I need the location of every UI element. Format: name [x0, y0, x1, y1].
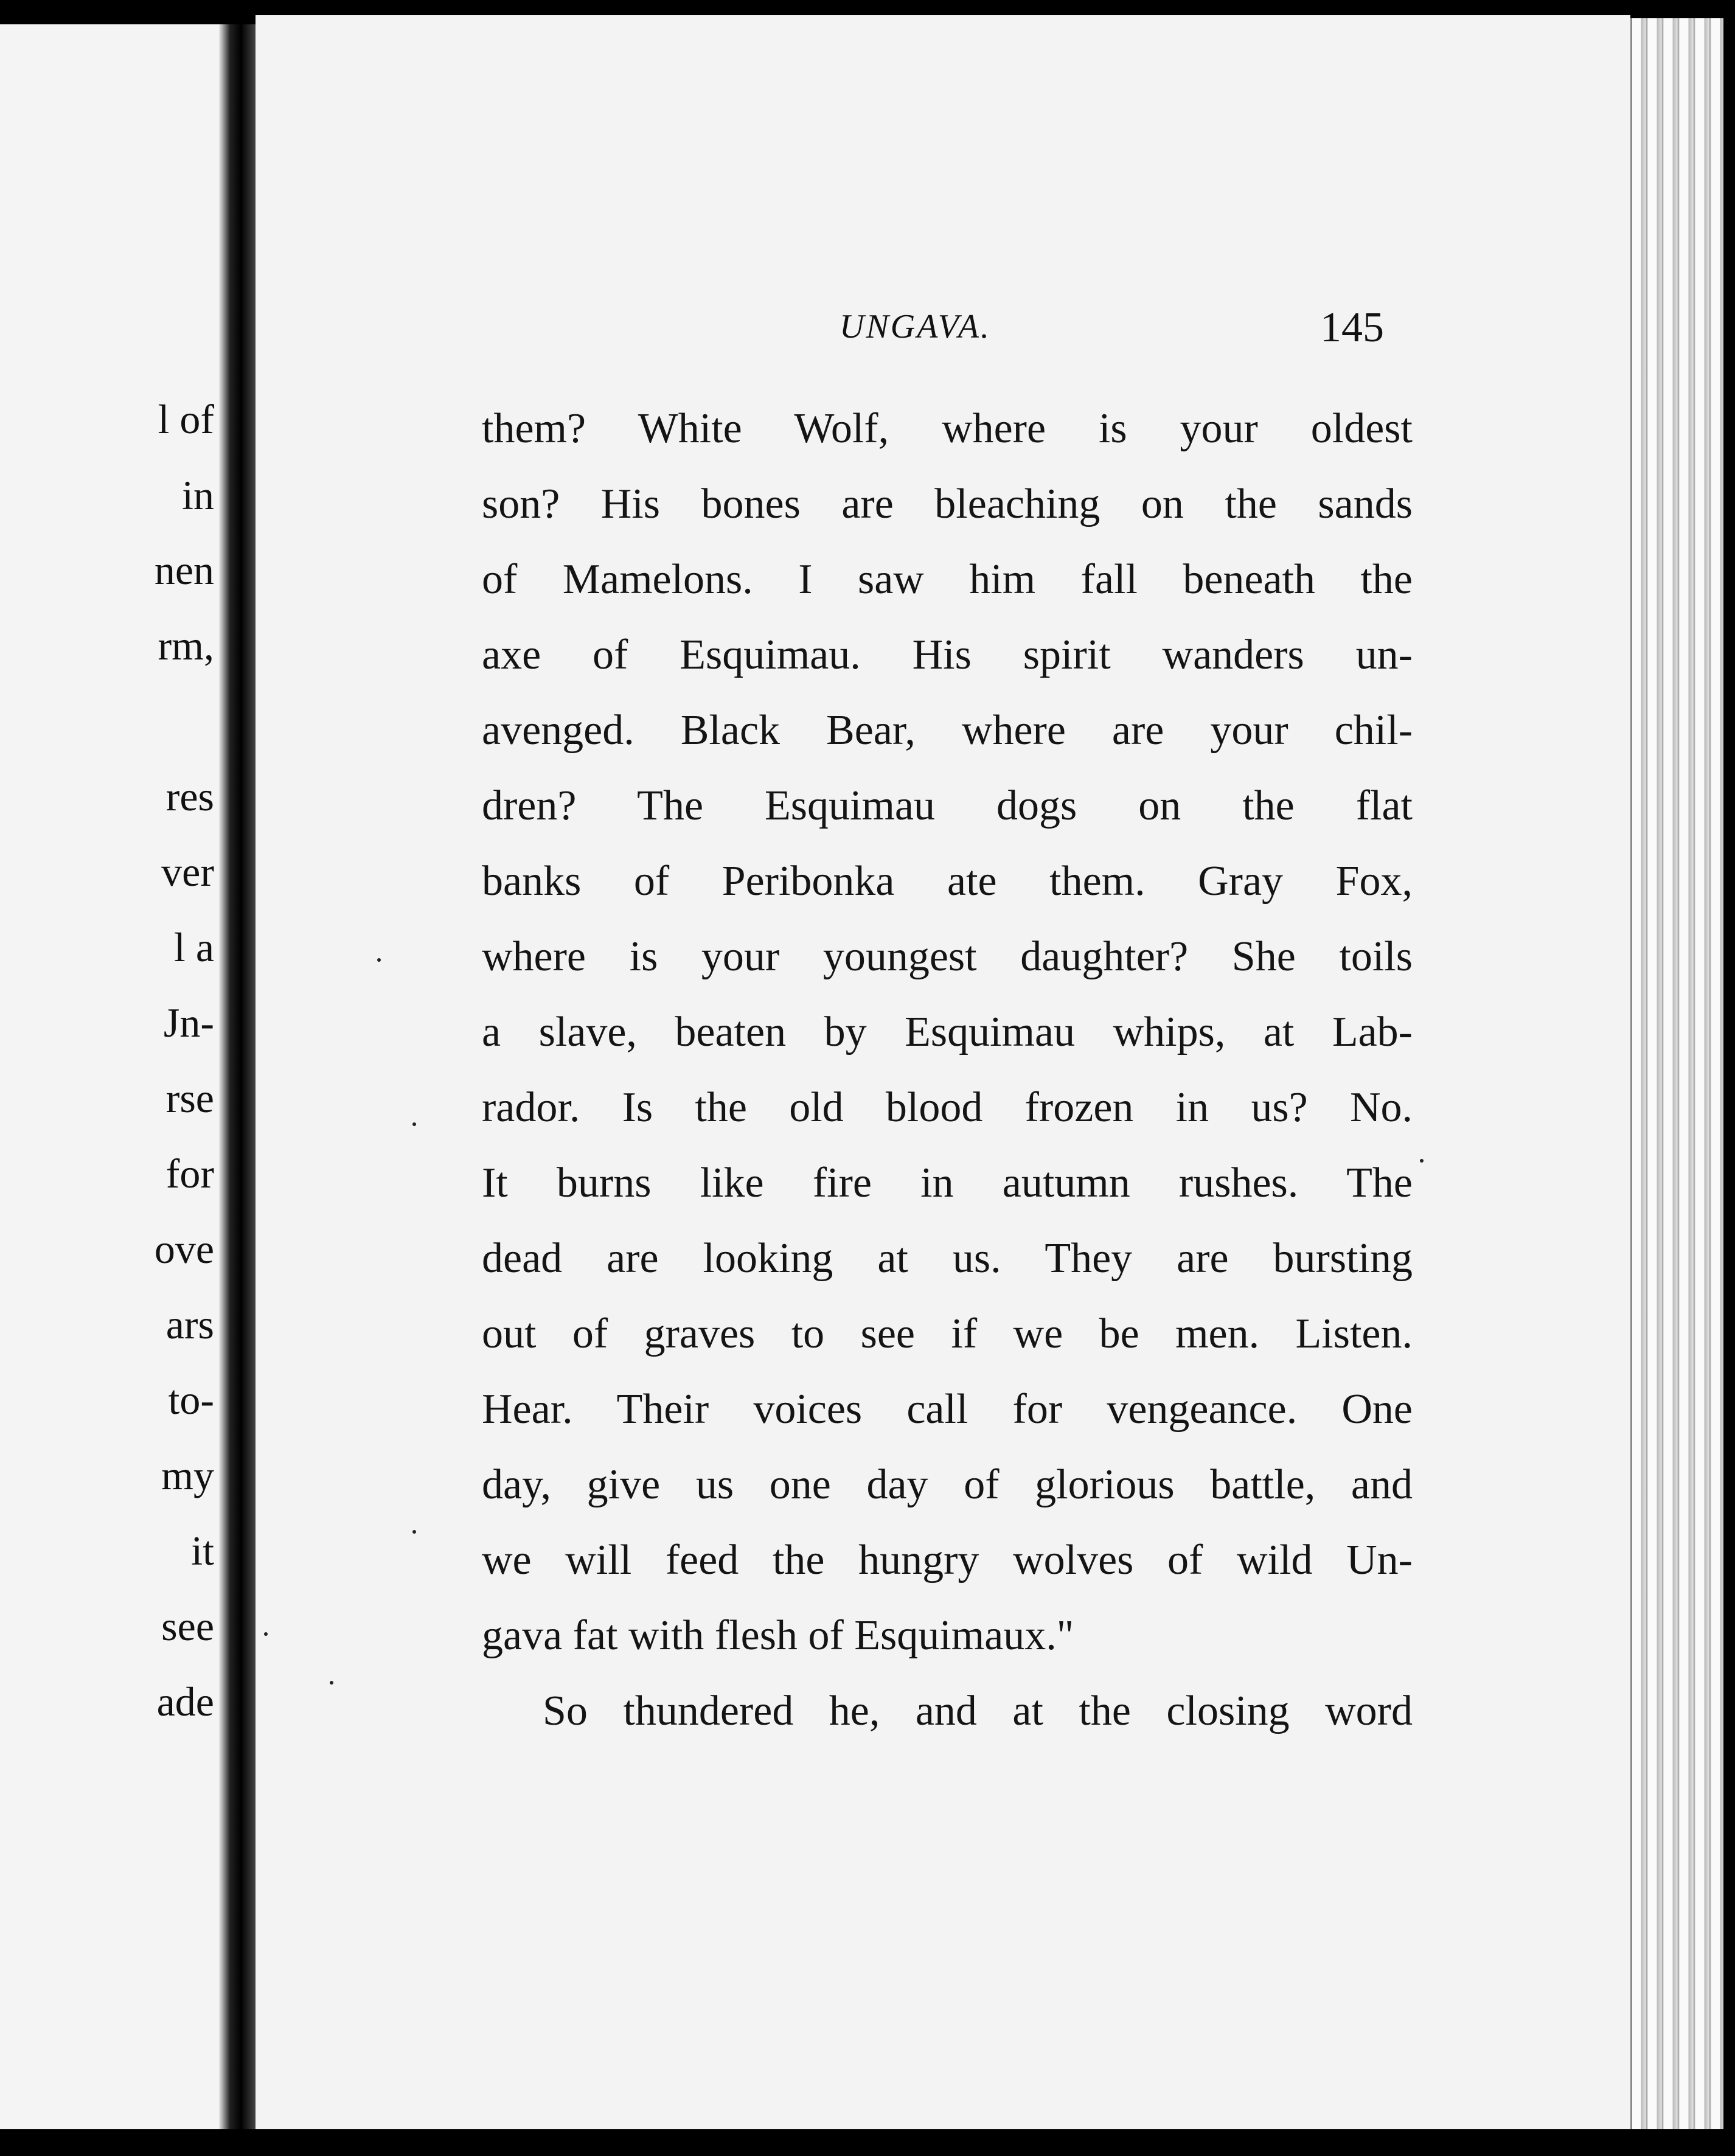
left-line-fragment: nen — [154, 547, 214, 593]
text-line: of Mamelons. I saw him fall beneath the — [482, 556, 1413, 603]
text-line: Hear. Their voices call for vengeance. One — [482, 1386, 1413, 1433]
left-line-fragment: my — [161, 1452, 214, 1498]
right-page — [256, 15, 1630, 2129]
text-line: avenged. Black Bear, where are your chil- — [482, 707, 1413, 754]
text-line: gava fat with flesh of Esquimaux." — [482, 1612, 1074, 1659]
text-line: rador. Is the old blood frozen in us? No. — [482, 1084, 1413, 1131]
left-line-fragment: rse — [165, 1075, 214, 1121]
running-title: UNGAVA. — [840, 308, 991, 346]
text-line: dead are looking at us. They are bursting — [482, 1235, 1413, 1282]
text-line: where is your youngest daughter? She toils — [482, 933, 1413, 980]
text-line: a slave, beaten by Esquimau whips, at Lab- — [482, 1009, 1413, 1055]
page-number: 145 — [1320, 304, 1384, 351]
left-line-fragment: ove — [154, 1226, 214, 1272]
left-line-fragment: for — [165, 1150, 214, 1197]
text-line: out of graves to see if we be men. Listen. — [482, 1310, 1413, 1357]
left-line-fragment: it — [191, 1528, 214, 1574]
text-line: It burns like fire in autumn rushes. The — [482, 1160, 1413, 1206]
text-line: dren? The Esquimau dogs on the flat — [482, 782, 1413, 829]
text-line: them? White Wolf, where is your oldest — [482, 405, 1413, 452]
text-line: son? His bones are bleaching on the sands — [482, 481, 1413, 527]
print-speck — [264, 1632, 268, 1636]
left-line-fragment: see — [161, 1603, 214, 1649]
body-text — [482, 391, 1413, 1749]
text-line: axe of Esquimau. His spirit wanders un- — [482, 631, 1413, 678]
left-line-fragment: ars — [165, 1301, 214, 1348]
left-line-fragment: ver — [161, 849, 214, 895]
left-line-fragment: in — [182, 472, 214, 518]
print-speck — [412, 1122, 416, 1126]
paragraph-start-line: So thundered he, and at the closing word — [543, 1688, 1413, 1734]
left-line-fragment: to- — [168, 1377, 214, 1423]
page-edges — [1630, 18, 1723, 2129]
left-line-fragment: l of — [158, 396, 214, 442]
print-speck — [330, 1681, 333, 1685]
running-head — [256, 304, 1442, 356]
print-speck — [377, 958, 381, 962]
left-line-fragment: ade — [156, 1678, 214, 1725]
print-speck — [412, 1530, 416, 1534]
book-gutter — [219, 24, 256, 2129]
text-line: banks of Peribonka ate them. Gray Fox, — [482, 858, 1413, 905]
left-line-fragment: res — [165, 773, 214, 819]
left-line-fragment: rm, — [158, 622, 214, 669]
text-line: we will feed the hungry wolves of wild Un- — [482, 1537, 1413, 1584]
left-line-fragment: Jn- — [163, 1000, 214, 1046]
text-line: day, give us one day of glorious battle, and — [482, 1461, 1413, 1508]
left-page — [0, 24, 219, 2129]
print-speck — [1420, 1159, 1424, 1163]
left-line-fragment: l a — [173, 924, 214, 970]
